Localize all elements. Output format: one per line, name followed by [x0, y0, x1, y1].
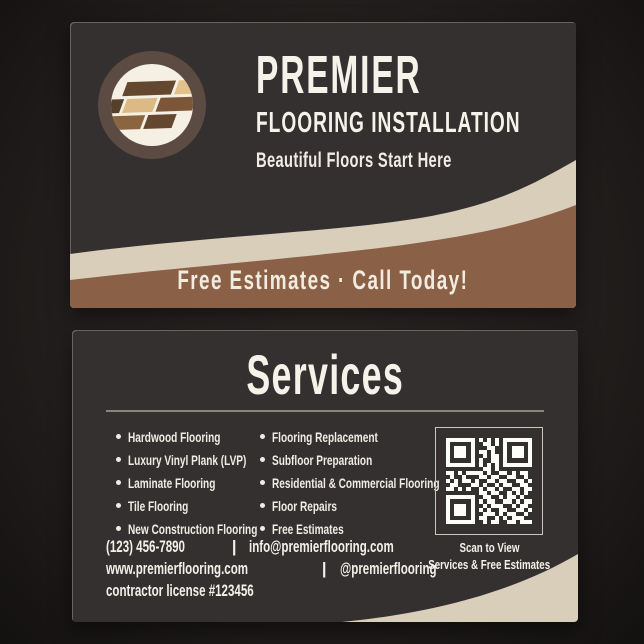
- card-front: [70, 22, 576, 308]
- bullet-dot-icon: [260, 503, 265, 508]
- service-label: Subfloor Preparation: [272, 452, 373, 468]
- service-label: Residential & Commercial Flooring: [272, 475, 440, 491]
- brand-block: [256, 45, 576, 173]
- separator: |: [321, 560, 327, 578]
- bullet-dot-icon: [260, 457, 265, 462]
- service-label: Free Estimates: [272, 521, 344, 537]
- front-banner-text: Free Estimates · Call Today!: [177, 265, 469, 295]
- brand-name: PREMIER: [256, 45, 422, 105]
- qr-caption-line1: Scan to View: [459, 541, 519, 555]
- bullet-dot-icon: [260, 434, 265, 439]
- services-title: Services: [246, 343, 404, 406]
- qr-code-icon: [446, 438, 532, 524]
- website-url: www.premierflooring.com: [106, 560, 249, 578]
- card-back: [72, 330, 578, 622]
- contact-line-1: [106, 536, 478, 558]
- qr-frame: [435, 427, 543, 535]
- qr-caption-line2: Services & Free Estimates: [428, 558, 550, 572]
- wood-planks-icon: [111, 64, 193, 146]
- title-divider: [106, 410, 544, 412]
- bullet-dot-icon: [116, 434, 121, 439]
- service-label: New Construction Flooring: [128, 521, 258, 537]
- email-address: info@premierflooring.com: [249, 538, 395, 556]
- contact-line-2: [106, 558, 478, 580]
- brand-subtitle: FLOORING INSTALLATION: [256, 107, 521, 140]
- bullet-dot-icon: [260, 526, 265, 531]
- contact-line-3: [106, 580, 478, 602]
- bullet-dot-icon: [260, 480, 265, 485]
- social-handle: @premierflooring: [339, 560, 437, 578]
- bullet-dot-icon: [116, 526, 121, 531]
- brand-tagline: Beautiful Floors Start Here: [256, 148, 452, 172]
- service-label: Flooring Replacement: [272, 429, 378, 445]
- company-logo: [98, 51, 206, 159]
- bullet-dot-icon: [116, 503, 121, 508]
- contact-block: [106, 536, 478, 602]
- phone-number: (123) 456-7890: [106, 538, 185, 556]
- separator: |: [231, 538, 237, 556]
- service-label: Floor Repairs: [272, 498, 337, 514]
- service-label: Laminate Flooring: [128, 475, 216, 491]
- bullet-dot-icon: [116, 457, 121, 462]
- service-label: Luxury Vinyl Plank (LVP): [128, 452, 247, 468]
- license-number: contractor license #123456: [106, 582, 254, 600]
- service-label: Tile Flooring: [128, 498, 189, 514]
- service-label: Hardwood Flooring: [128, 429, 221, 445]
- bullet-dot-icon: [116, 480, 121, 485]
